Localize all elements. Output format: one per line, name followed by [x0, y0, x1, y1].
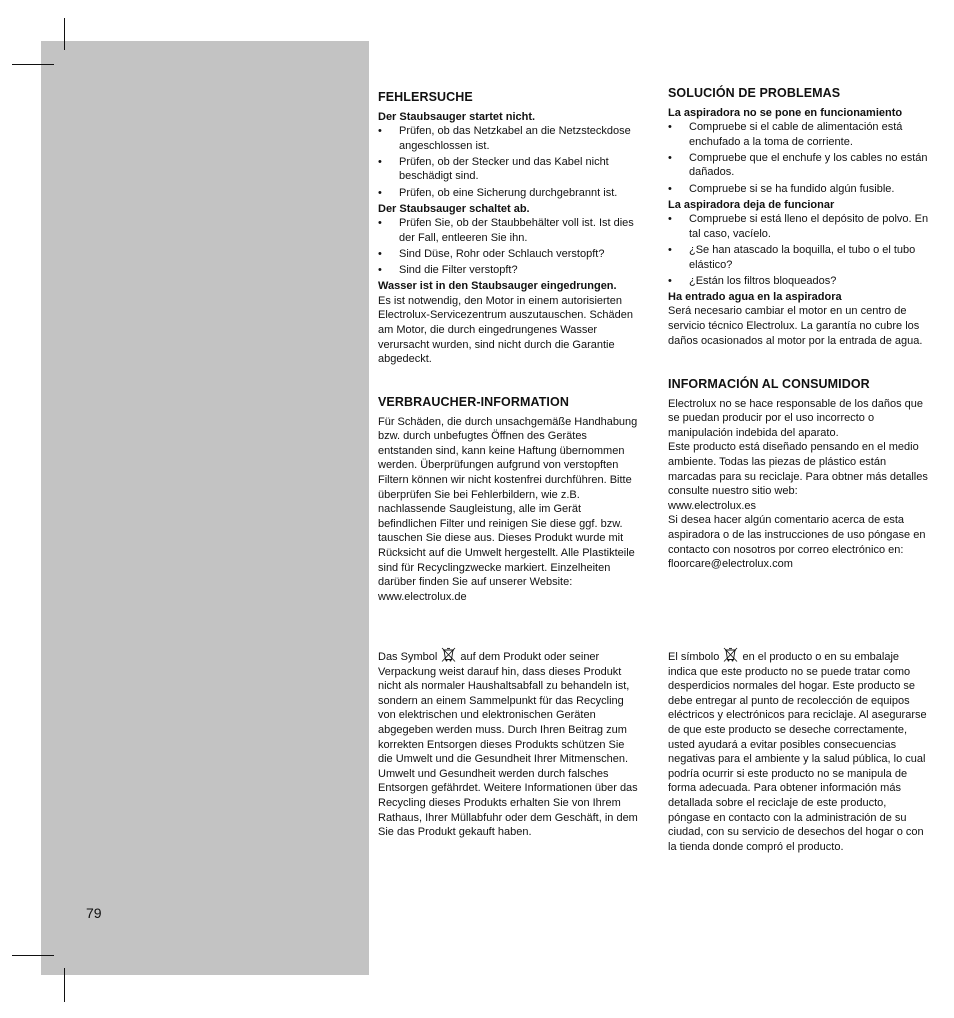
es-group-1-list: [668, 120, 930, 196]
es-consumer-section: [668, 377, 930, 572]
es-water-text: Será necesario cambiar el motor en un centro de servicio técnico Electrolux. La garantía no cubre los daños ocasionados al motor por la entrada de agua.: [668, 305, 923, 347]
es-consumer-text-2: Este producto está diseñado pensando en el medio ambiente. Todas las piezas de plástico están marcadas para su reciclaje. Para obtner más detalles consulte nuestro sitio web:: [668, 441, 928, 498]
list-item: • Prüfen Sie, ob der Staubbehälter voll ist. Ist dies der Fall, entleeren Sie ihn.: [378, 216, 640, 245]
de-recycling-text-end: auf dem Produkt oder seiner Verpackung weist darauf hin, dass dieses Produkt nicht als normaler Haushaltsabfall zu behandeln ist, sondern an einem Sammelpunkt für das Recycling von elektrischen und elektronischen Geräten abgegeben werden muss. Durch Ihren Beitrag zum korrekten Entsorgen dieses Produkts schützen Sie die Umwelt und die Gesundheit Ihrer Mitmenschen. Umwelt und Gesundheit werden durch falsches Entsorgen gefährdet. Weitere Informationen über das Recycling dieses Produkts erhalten Sie von Ihrem Rathaus, Ihrer Müllabfuhr oder dem Geschäft, in dem Sie das Produkt gekauft haben.: [378, 651, 638, 839]
list-item: • Prüfen, ob eine Sicherung durchgebrannt ist.: [378, 186, 640, 201]
crossed-out-wheelie-bin-icon: [723, 647, 738, 662]
es-recycling-section: [668, 647, 930, 854]
es-recycling-text-end: en el producto o en su embalaje indica que este producto no se puede tratar como desperdicios normales del hogar. Este producto se debe entregar al punto de recolección de equipos eléctricos y electrónicos para reciclaje. Al asegurarse de que este producto se deseche correctamente, usted ayudará a evitar posibles consecuencias negativas para el ambiente y la salud pública, lo cual podría ocurrir si este producto no se manipula de forma adecuada. Para obtener información más detallada sobre el reciclaje de este producto, póngase en contacto con la administración de su ciudad, con su servicio de desechos del hogar o con la tienda donde compró el producto.: [668, 651, 927, 853]
es-email: floorcare@electrolux.com: [668, 558, 793, 571]
list-item: • Sind Düse, Rohr oder Schlauch verstopft?: [378, 247, 640, 262]
es-recycling-text: [668, 647, 930, 854]
de-troubleshooting-heading: FEHLERSUCHE: [378, 90, 473, 104]
es-group-2-list: [668, 212, 930, 288]
es-troubleshooting-heading: SOLUCIÓN DE PROBLEMAS: [668, 86, 841, 100]
de-recycling-section: [378, 647, 640, 840]
es-consumer-heading: INFORMACIÓN AL CONSUMIDOR: [668, 377, 870, 391]
de-consumer-text: Für Schäden, die durch unsachgemäße Handhabung bzw. durch unbefugtes Öffnen des Gerätes entstanden sind, kann keine Haftung übernommen werden. Überprüfungen aufgrund von verstopften Filtern können wir nicht kostenfrei durchführen. Bitte überprüfen Sie bei Fehlerbildern, wie z.B. nachlassende Saugleistung, alle im Gerät befindlichen Filter und reinigen Sie diese ggf. bzw. tauschen Sie diese aus. Dieses Produkt wurde mit Rücksicht auf die Umwelt hergestellt. Alle Plastikteile sind für Recyclingzwecke markiert. Einzelheiten darüber finden Sie auf unserer Website:: [378, 415, 638, 589]
de-troubleshooting-section: [378, 90, 640, 367]
de-recycling-text-start: Das Symbol: [378, 651, 441, 663]
list-item: • ¿Se han atascado la boquilla, el tubo o el tubo elástico?: [668, 243, 930, 272]
es-consumer-text-3: Si desea hacer algún comentario acerca de esta aspiradora o de las instrucciones de uso póngase en contacto con nosotros por correo electrónico en:: [668, 514, 926, 556]
crop-mark-top-horizontal: [12, 64, 54, 65]
list-item: • Prüfen, ob das Netzkabel an die Netzsteckdose angeschlossen ist.: [378, 124, 640, 153]
page-number: 79: [86, 905, 102, 921]
crossed-out-wheelie-bin-icon: [441, 647, 456, 662]
list-item: • ¿Están los filtros bloqueados?: [668, 274, 930, 289]
de-consumer-heading: VERBRAUCHER-INFORMATION: [378, 395, 569, 409]
es-water-title: Ha entrado agua en la aspiradora: [668, 290, 842, 303]
crop-mark-bottom-vertical: [64, 968, 65, 1002]
list-item: • Sind die Filter verstopft?: [378, 263, 640, 278]
list-item: • Prüfen, ob der Stecker und das Kabel nicht beschädigt sind.: [378, 155, 640, 184]
de-website: www.electrolux.de: [378, 590, 467, 603]
es-recycling-text-start: El símbolo: [668, 651, 723, 663]
gray-margin-band: [41, 41, 369, 975]
es-troubleshooting-section: [668, 86, 930, 348]
list-item: • Compruebe si se ha fundido algún fusible.: [668, 182, 930, 197]
de-recycling-text: [378, 647, 640, 840]
list-item: • Compruebe que el enchufe y los cables no están dañados.: [668, 151, 930, 180]
de-water-text: Es ist notwendig, den Motor in einem autorisierten Electrolux-Servicezentrum auszutauschen. Schäden am Motor, die durch eingedrungenes Wasser verursacht wurden, sind nicht durch die Garantie abgedeckt.: [378, 294, 633, 366]
es-consumer-text-1: Electrolux no se hace responsable de los daños que se puedan producir por el uso incorrecto o manipulación indebida del aparato.: [668, 397, 924, 439]
de-consumer-section: [378, 395, 640, 604]
de-group-2-list: [378, 216, 640, 277]
de-water-title: Wasser ist in den Staubsauger eingedrungen.: [378, 280, 617, 293]
crop-mark-bottom-horizontal: [12, 955, 54, 956]
list-item: • Compruebe si está lleno el depósito de polvo. En tal caso, vacíelo.: [668, 212, 930, 241]
es-group-2-title: La aspiradora deja de funcionar: [668, 198, 835, 211]
crop-mark-top-vertical: [64, 18, 65, 50]
es-group-1-title: La aspiradora no se pone en funcionamiento: [668, 106, 903, 119]
de-group-2-title: Der Staubsauger schaltet ab.: [378, 202, 530, 215]
list-item: • Compruebe si el cable de alimentación está enchufado a la toma de corriente.: [668, 120, 930, 149]
de-group-1-title: Der Staubsauger startet nicht.: [378, 110, 536, 123]
es-website: www.electrolux.es: [668, 499, 757, 512]
de-group-1-list: [378, 124, 640, 200]
